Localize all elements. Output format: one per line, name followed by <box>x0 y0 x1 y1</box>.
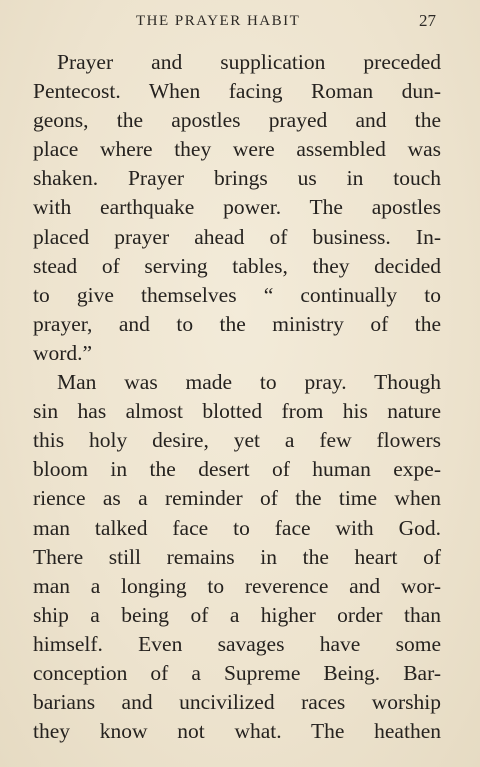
text-line: There still remains in the heart of <box>33 544 441 569</box>
text-line: Prayer and supplication preceded <box>57 50 441 74</box>
running-title: THE PRAYER HABIT <box>136 13 301 29</box>
text-line: conception of a Supreme Being. Bar- <box>33 660 441 685</box>
text-line: this holy desire, yet a few flowers <box>33 428 441 453</box>
text-line: stead of serving tables, they decided <box>33 253 441 278</box>
text-line: they know not what. The heathen <box>33 719 441 744</box>
running-head <box>0 10 480 32</box>
text-line: man talked face to face with God. <box>33 515 441 540</box>
text-line: to give themselves “ continually to <box>33 282 441 307</box>
page-number: 27 <box>419 11 436 30</box>
text-line: with earthquake power. The apostles <box>33 195 441 220</box>
text-line: geons, the apostles prayed and the <box>33 108 441 133</box>
text-line: prayer, and to the ministry of the <box>33 311 441 336</box>
text-line: ship a being of a higher order than <box>33 602 441 627</box>
text-line: Pentecost. When facing Roman dun- <box>33 79 441 104</box>
text-line: rience as a reminder of the time when <box>33 486 441 511</box>
text-line: placed prayer ahead of business. In- <box>33 224 441 249</box>
text-line: man a longing to reverence and wor- <box>33 573 441 598</box>
text-line: himself. Even savages have some <box>33 631 441 656</box>
text-line: sin has almost blotted from his nature <box>33 399 441 424</box>
text-line: shaken. Prayer brings us in touch <box>33 166 441 191</box>
text-line: place where they were assembled was <box>33 137 441 162</box>
text-line: Man was made to pray. Though <box>57 370 441 395</box>
body-text <box>33 48 441 746</box>
text-line: word.” <box>33 340 93 365</box>
text-line: barians and uncivilized races worship <box>33 690 441 715</box>
text-line: bloom in the desert of human expe- <box>33 457 441 482</box>
